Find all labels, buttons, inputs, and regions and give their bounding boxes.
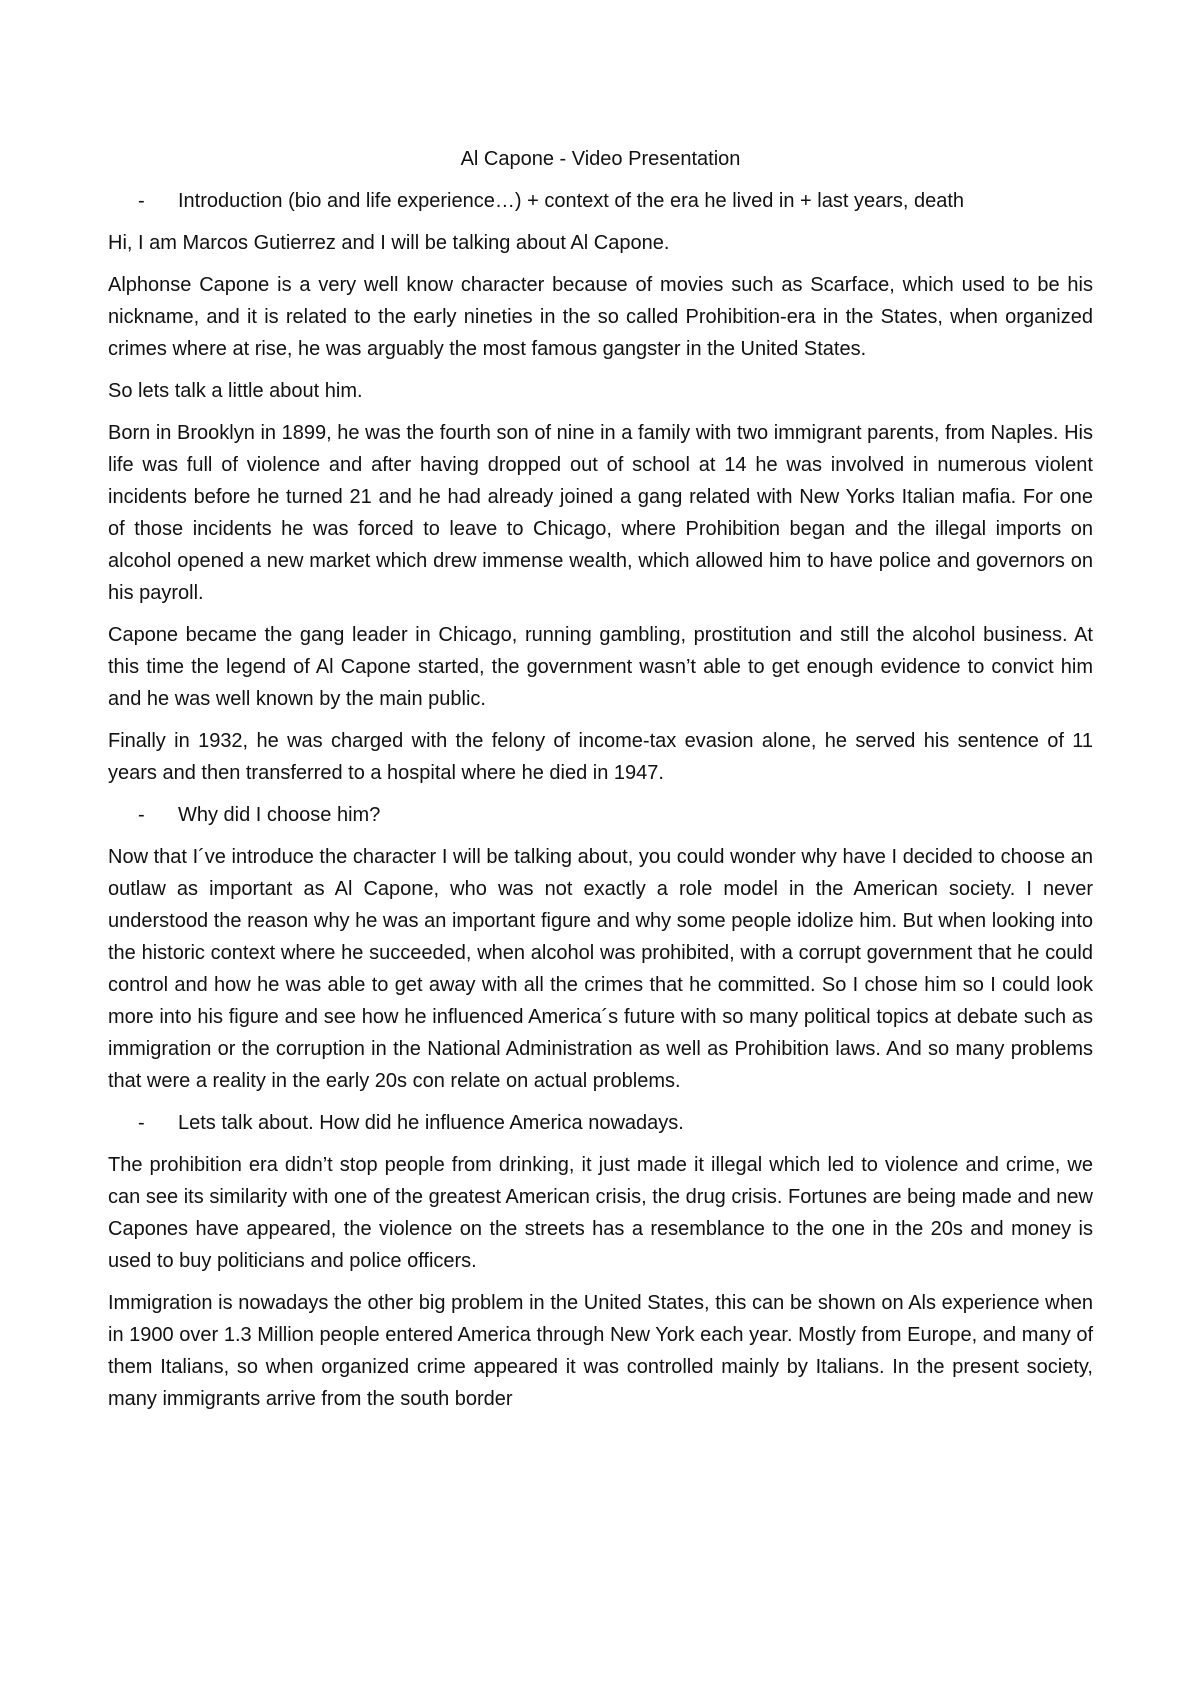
lets-talk-paragraph: So lets talk a little about him. — [108, 380, 363, 402]
bullet-influence — [108, 1107, 1093, 1139]
bullet-intro-text: Introduction (bio and life experience…) + context of the era he lived in + last years, death — [178, 190, 965, 212]
bullet-why — [108, 799, 1093, 831]
bullet-why-text: Why did I choose him? — [178, 804, 381, 826]
gang-leader-paragraph: Capone became the gang leader in Chicago, running gambling, prostitution and still the alcohol business. At this time the legend of Al Capone started, the government wasn’t able to get enough evidence to convict him and he was well known by the main public. — [108, 624, 1093, 710]
bullet-intro — [108, 185, 1093, 217]
bullet-dash: - — [138, 1112, 145, 1134]
alphonse-paragraph: Alphonse Capone is a very well know character because of movies such as Scarface, which used to be his nickname, and it is related to the early nineties in the so called Prohibition-era in the States, when organized crimes where at rise, he was arguably the most famous gangster in the United States. — [108, 274, 1093, 360]
born-paragraph: Born in Brooklyn in 1899, he was the fourth son of nine in a family with two immigrant parents, from Naples. His life was full of violence and after having dropped out of school at 14 he was involved in numerous violent incidents before he turned 21 and he had already joined a gang related with New Yorks Italian mafia. For one of those incidents he was forced to leave to Chicago, where Prohibition began and the illegal imports on alcohol opened a new market which drew immense wealth, which allowed him to have police and governors on his payroll. — [108, 422, 1093, 604]
now-paragraph: Now that I´ve introduce the character I will be talking about, you could wonder why have I decided to choose an outlaw as important as Al Capone, who was not exactly a role model in the American society. I never understood the reason why he was an important figure and why some people idolize him. But when looking into the historic context where he succeeded, when alcohol was prohibited, with a corrupt government that he could control and how he was able to get away with all the crimes that he committed. So I chose him so I could look more into his figure and see how he influenced America´s future with so many political topics at debate such as immigration or the corruption in the National Administration as well as Prohibition laws. And so many problems that were a reality in the early 20s con relate on actual problems. — [108, 846, 1093, 1092]
bullet-dash: - — [138, 804, 145, 826]
prohibition-paragraph: The prohibition era didn’t stop people from drinking, it just made it illegal which led to violence and crime, we can see its similarity with one of the greatest American crisis, the drug crisis. Fortunes are being made and new Capones have appeared, the violence on the streets has a resemblance to the one in the 20s and money is used to buy politicians and police officers. — [108, 1154, 1093, 1272]
finally-paragraph: Finally in 1932, he was charged with the felony of income-tax evasion alone, he served his sentence of 11 years and then transferred to a hospital where he died in 1947. — [108, 730, 1093, 784]
document-title: Al Capone - Video Presentation — [460, 148, 741, 170]
bullet-influence-text: Lets talk about. How did he influence America nowadays. — [178, 1112, 684, 1134]
immigration-paragraph: Immigration is nowadays the other big problem in the United States, this can be shown on Als experience when in 1900 over 1.3 Million people entered America through New York each year. Mostly from Europe, and many of them Italians, so when organized crime appeared it was controlled mainly by Italians. In the present society, many immigrants arrive from the south border — [108, 1292, 1093, 1410]
greeting-paragraph: Hi, I am Marcos Gutierrez and I will be talking about Al Capone. — [108, 232, 670, 254]
bullet-dash: - — [138, 190, 145, 212]
